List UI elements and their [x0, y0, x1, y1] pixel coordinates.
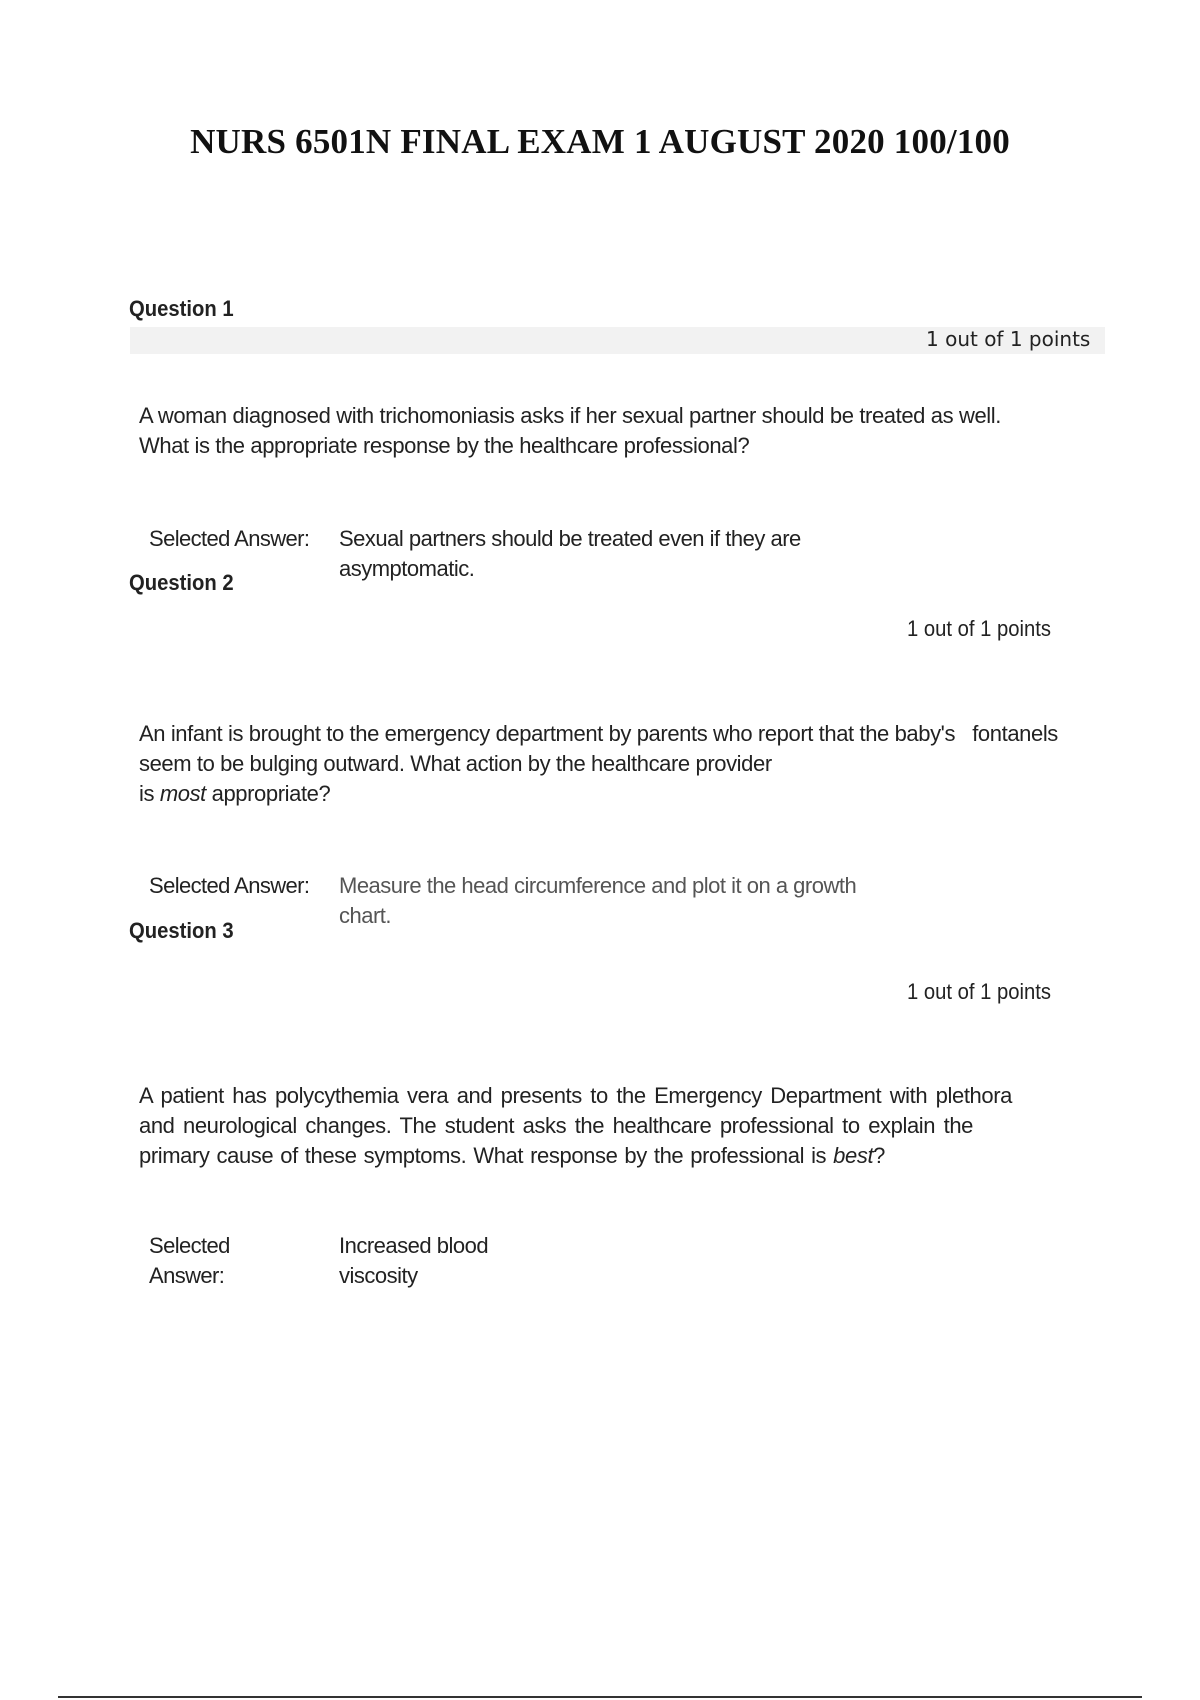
label-line: Selected: [149, 1233, 230, 1258]
question-3-text-line: [139, 1141, 885, 1171]
text-fragment: ?: [873, 1143, 885, 1168]
question-2-score: 1 out of 1 points: [907, 616, 1052, 641]
question-3-score: 1 out of 1 points: [907, 979, 1052, 1004]
question-2-text-line: seem to be bulging outward. What action by the healthcare provider: [139, 751, 772, 776]
question-1-text-line: A woman diagnosed with trichomoniasis asks if her sexual partner should be treated as well.: [139, 403, 1001, 428]
question-3-selected-answer-label: [149, 1231, 230, 1291]
answer-line: asymptomatic.: [339, 556, 475, 581]
text-fragment: is: [139, 781, 160, 806]
text-fragment: primary cause of these symptoms. What response by the professional is: [139, 1143, 834, 1168]
question-1-text-line: What is the appropriate response by the healthcare professional?: [139, 433, 750, 458]
question-2-text-line: [139, 779, 1039, 809]
question-1-selected-answer: [339, 524, 801, 584]
text-fragment: appropriate?: [205, 781, 331, 806]
footer-divider: [58, 1696, 1142, 1698]
question-2-selected-answer: [339, 871, 856, 931]
question-2-text: [139, 719, 1058, 809]
question-3-text-line: and neurological changes. The student asks the healthcare professional to explain the: [139, 1113, 973, 1138]
question-2-label: Question 2: [129, 570, 234, 595]
question-1-selected-answer-label: Selected Answer:: [149, 526, 310, 551]
question-1-text: [139, 401, 1001, 461]
emphasis-text: most: [159, 781, 206, 806]
answer-line: Measure the head circumference and plot it on a growth: [339, 873, 857, 898]
emphasis-text: best: [833, 1143, 874, 1168]
question-3-text-line: A patient has polycythemia vera and presents to the Emergency Department with plethora: [139, 1083, 1012, 1108]
question-3-label: Question 3: [129, 918, 234, 943]
question-2-selected-answer-label: Selected Answer:: [149, 873, 310, 898]
question-2-text-line: An infant is brought to the emergency department by parents who report that the baby's fontanels: [139, 721, 1058, 746]
question-1-score: 1 out of 1 points: [926, 327, 1091, 351]
question-1-label: Question 1: [129, 296, 234, 321]
page-title: NURS 6501N FINAL EXAM 1 AUGUST 2020 100/100: [190, 122, 1010, 161]
answer-line: viscosity: [339, 1263, 418, 1288]
answer-line: Sexual partners should be treated even if they are: [339, 526, 801, 551]
question-3-selected-answer: [339, 1231, 488, 1291]
label-line: Answer:: [149, 1263, 225, 1288]
answer-line: chart.: [339, 903, 392, 928]
question-3-text: [139, 1081, 1012, 1171]
answer-line: Increased blood: [339, 1233, 489, 1258]
